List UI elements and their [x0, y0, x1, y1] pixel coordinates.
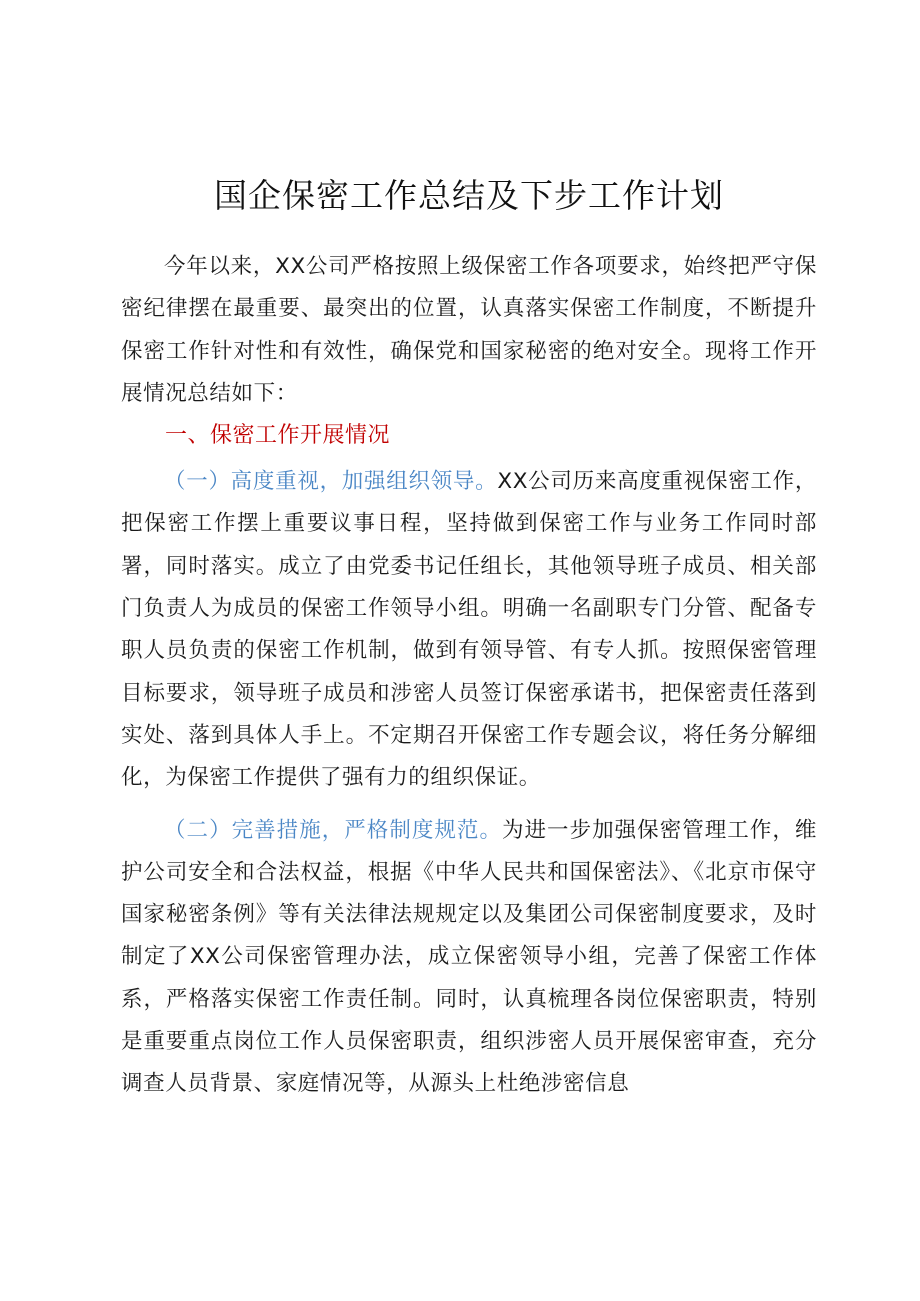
- subsection-1-paragraph: [121, 461, 817, 799]
- subsection-1-lead: （一）高度重视，加强组织领导。: [164, 469, 498, 495]
- document-page: [121, 176, 817, 1106]
- paragraph-gap: [121, 800, 817, 810]
- subsection-1-body: XX公司历来高度重视保密工作，把保密工作摆上重要议事日程，坚持做到保密工作与业务工作同时部署，同时落实。成立了由党委书记任组长，其他领导班子成员、相关部门负责人为成员的保密工作领导小组。明确一名副职专门分管、配备专职人员负责的保密工作机制，做到有领导管、有专人抓。按照保密管理目标要求，领导班子成员和涉密人员签订保密承诺书，把保密责任落到实处、落到具体人手上。不定期召开保密工作专题会议，将任务分解细化，为保密工作提供了强有力的组织保证。: [121, 469, 817, 791]
- intro-paragraph: 今年以来，XX公司严格按照上级保密工作各项要求，始终把严守保密纪律摆在最重要、最突出的位置，认真落实保密工作制度，不断提升保密工作针对性和有效性，确保党和国家秘密的绝对安全。现将工作开展情况总结如下：: [121, 254, 817, 406]
- subsection-2-paragraph: [121, 810, 817, 1106]
- document-title: 国企保密工作总结及下步工作计划: [214, 176, 724, 215]
- subsection-2-lead: （二）完善措施，严格制度规范。: [164, 817, 502, 843]
- section-heading: 一、保密工作开展情况: [165, 423, 391, 449]
- subsection-2-body: 为进一步加强保密管理工作，维护公司安全和合法权益，根据《中华人民共和国保密法》、《北京市保守国家秘密条例》等有关法律法规规定以及集团公司保密制度要求，及时制定了XX公司保密管理办法，成立保密领导小组，完善了保密工作体系，严格落实保密工作责任制。同时，认真梳理各岗位保密职责，特别是重要重点岗位工作人员保密职责，组织涉密人员开展保密审查，充分调查人员背景、家庭情况等，从源头上杜绝涉密信息: [121, 817, 817, 1097]
